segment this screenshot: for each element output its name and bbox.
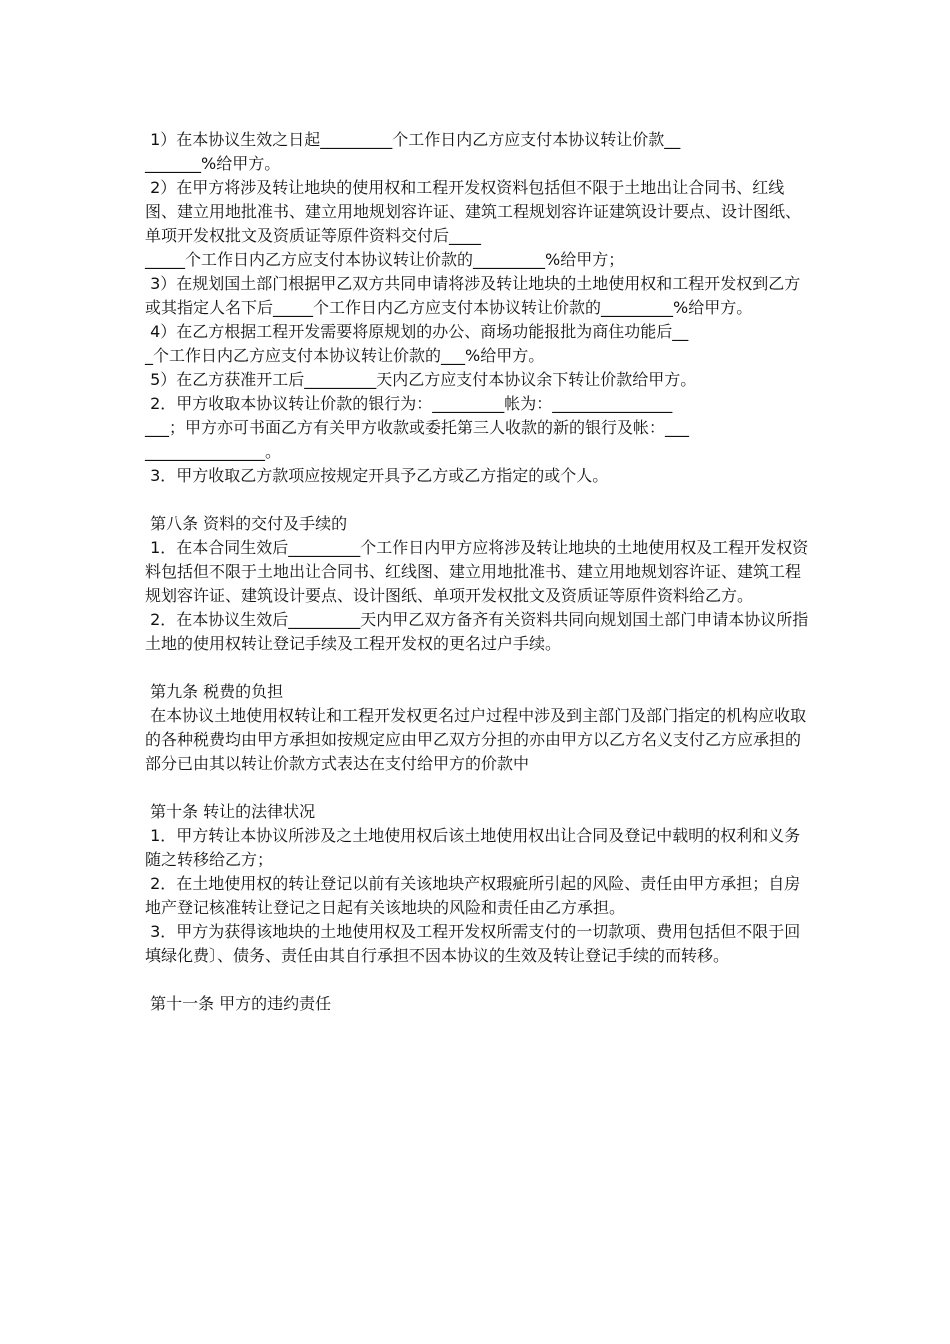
document-page xyxy=(145,128,815,1016)
article-8-item-1: 1．在本合同生效后_________个工作日内甲方应将涉及转让地块的土地使用权及工程开发权资料包括但不限于土地出让合同书、红线图、建立用地批准书、建立用地规划容许证、建筑工程规划容许证、建筑设计要点、设计图纸、单项开发权批文及资质证等原件资料给乙方。 xyxy=(145,538,809,605)
article-9-heading: 第九条 税费的负担 xyxy=(145,682,284,701)
article-10-item-1: 1．甲方转让本协议所涉及之土地使用权后该土地使用权出让合同及登记中载明的权利和义务随之转移给乙方； xyxy=(145,826,801,869)
section-spacer xyxy=(145,488,815,512)
payment-clause-1: 1）在本协议生效之日起_________个工作日内乙方应支付本协议转让价款__ _______%给甲方。 xyxy=(145,130,681,173)
article-8-item-2: 2．在本协议生效后_________天内甲乙双方备齐有关资料共同向规划国土部门申请本协议所指土地的使用权转让登记手续及工程开发权的更名过户手续。 xyxy=(145,610,809,653)
section-spacer xyxy=(145,968,815,992)
article-10-heading: 第十条 转让的法律状况 xyxy=(145,802,316,821)
article-9-body: 在本协议土地使用权转让和工程开发权更名过户过程中涉及到主部门及部门指定的机构应收取的各种税费均由甲方承担如按规定应由甲乙双方分担的亦由甲方以乙方名义支付乙方应承担的部分已由其以转让价款方式表达在支付给甲方的价款中 xyxy=(145,706,807,773)
section-spacer xyxy=(145,776,815,800)
payment-clause-4: 4）在乙方根据工程开发需要将原规划的办公、商场功能报批为商住功能后__ _个工作日内乙方应支付本协议转让价款的___%给甲方。 xyxy=(145,322,689,365)
article-11-heading: 第十一条 甲方的违约责任 xyxy=(145,994,332,1013)
invoice-clause: 3．甲方收取乙方款项应按规定开具予乙方或乙方指定的或个人。 xyxy=(145,466,609,485)
payment-clause-2: 2）在甲方将涉及转让地块的使用权和工程开发权资料包括但不限于土地出让合同书、红线图、建立用地批准书、建立用地规划容许证、建筑工程规划容许证建筑设计要点、设计图纸、单项开发权批文及资质证等原件资料交付后____ _____个工作日内乙方应支付本协议转让价款的_________%给甲方； xyxy=(145,178,802,269)
bank-account-clause: 2．甲方收取本协议转让价款的银行为：_________帐为：_______________ ___；甲方亦可书面乙方有关甲方收款或委托第三人收款的新的银行及帐：___ _______________。 xyxy=(145,394,690,461)
article-10-item-3: 3．甲方为获得该地块的土地使用权及工程开发权所需支付的一切款项、费用包括但不限于回填绿化费〕、债务、责任由其自行承担不因本协议的生效及转让登记手续的而转移。 xyxy=(145,922,801,965)
article-10-item-2: 2．在土地使用权的转让登记以前有关该地块产权瑕疵所引起的风险、责任由甲方承担；自房地产登记核准转让登记之日起有关该地块的风险和责任由乙方承担。 xyxy=(145,874,801,917)
payment-clause-3: 3）在规划国土部门根据甲乙双方共同申请将涉及转让地块的土地使用权和工程开发权到乙方或其指定人名下后_____个工作日内乙方应支付本协议转让价款的_________%给甲方。 xyxy=(145,274,801,317)
section-spacer xyxy=(145,656,815,680)
payment-clause-5: 5）在乙方获准开工后_________天内乙方应支付本协议余下转让价款给甲方。 xyxy=(145,370,697,389)
article-8-heading: 第八条 资料的交付及手续的 xyxy=(145,514,348,533)
